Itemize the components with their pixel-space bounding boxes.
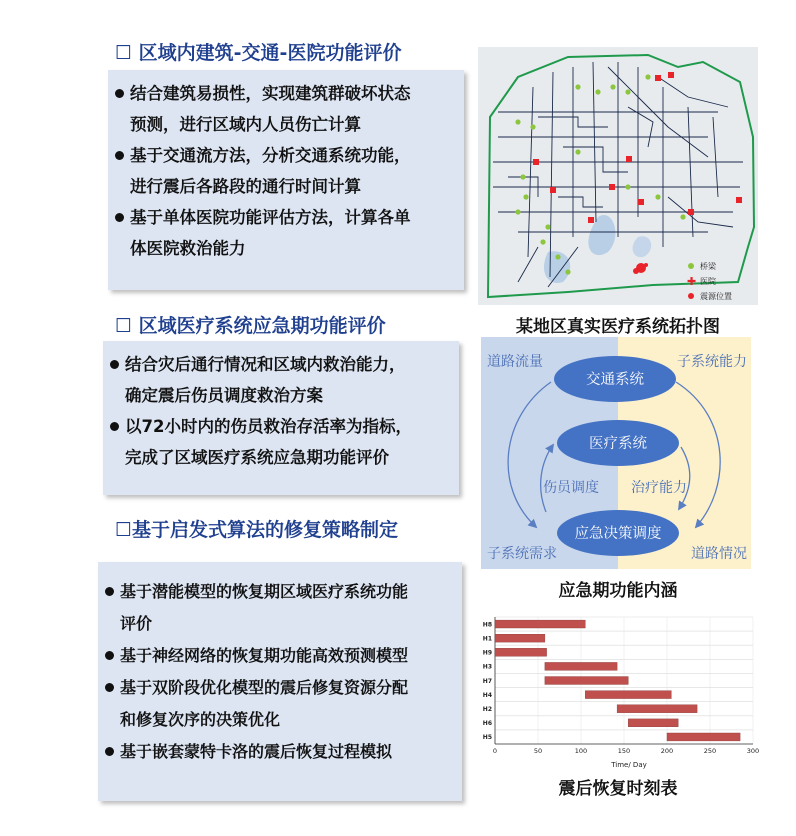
- gantt-bar: [495, 648, 547, 656]
- label-subsystem-demand: 子系统需求: [487, 546, 557, 562]
- legend-epicenter: 震源位置: [700, 292, 732, 301]
- legend-bridge: 桥梁: [700, 262, 716, 271]
- gantt-task-label: H1: [482, 635, 492, 643]
- label-subsystem-capacity: 子系统能力: [677, 354, 747, 370]
- section1-box: [108, 70, 464, 290]
- gantt-task-label: H6: [482, 720, 492, 728]
- label-road-flow: 道路流量: [487, 354, 543, 370]
- gantt-bar: [545, 677, 628, 685]
- bullet-dot-icon: [105, 651, 114, 660]
- diagram-svg: [481, 337, 751, 569]
- bullet-dot-icon: [105, 747, 114, 756]
- bullet-dot-icon: [115, 89, 124, 98]
- node-medical-system: 医疗系统: [589, 436, 647, 452]
- checkbox-square-icon: ☐: [115, 315, 133, 337]
- list-item: 基于嵌套蒙特卡洛的震后恢复过程模拟: [102, 736, 462, 768]
- gantt-svg: [476, 611, 766, 771]
- list-item: 基于双阶段优化模型的震后修复资源分配 和修复次序的决策优化: [102, 672, 462, 736]
- gantt-task-label: H2: [482, 706, 492, 714]
- gantt-bar: [667, 733, 740, 741]
- network-map: [478, 47, 758, 305]
- checkbox-square-icon: ☐: [115, 42, 133, 64]
- section1-heading: ☐ 区域内建筑-交通-医院功能评价: [115, 42, 402, 64]
- label-road-condition: 道路情况: [691, 546, 747, 562]
- section2-bullets: [103, 349, 459, 473]
- bullet-dot-icon: [115, 213, 124, 222]
- gantt-bar: [495, 634, 545, 642]
- network-map-svg: [478, 47, 758, 305]
- gantt-xtick-label: 250: [703, 747, 717, 755]
- bullet-dot-icon: [110, 422, 119, 431]
- bullet-dot-icon: [115, 151, 124, 160]
- section1-bullets: [108, 78, 464, 264]
- list-item: 基于神经网络的恢复期功能高效预测模型: [102, 640, 462, 672]
- diagram-caption: 应急期功能内涵: [558, 581, 678, 601]
- node-traffic-system: 交通系统: [586, 372, 644, 388]
- section2-heading: ☐ 区域医疗系统应急期功能评价: [115, 315, 386, 337]
- gantt-xtick-label: 100: [574, 747, 588, 755]
- bullet-dot-icon: [105, 587, 114, 596]
- label-treatment-capacity: 治疗能力: [631, 480, 687, 496]
- gantt-xlabel: Time/ Day: [611, 761, 647, 769]
- gantt-xtick-label: 200: [660, 747, 674, 755]
- gantt-bar: [545, 662, 617, 670]
- svg-text:✚: ✚: [687, 275, 697, 288]
- bullet-dot-icon: [105, 683, 114, 692]
- recovery-schedule-chart: [476, 611, 766, 771]
- gantt-xtick-label: 0: [492, 747, 498, 755]
- gantt-task-label: H3: [482, 663, 492, 671]
- checkbox-square-icon: ☐: [115, 519, 133, 541]
- gantt-bar: [495, 620, 585, 628]
- map-caption: 某地区真实医疗系统拓扑图: [516, 317, 720, 337]
- gantt-bar: [628, 719, 678, 727]
- section3-heading: ☐基于启发式算法的修复策略制定: [115, 519, 399, 541]
- gantt-task-label: H8: [482, 621, 492, 629]
- list-item: 基于交通流方法，分析交通系统功能， 进行震后各路段的通行时间计算: [112, 140, 464, 202]
- node-emergency-dispatch: 应急决策调度: [574, 526, 662, 542]
- section2-box: [103, 341, 459, 495]
- gantt-xtick-label: 50: [533, 747, 543, 755]
- section3-bullets: [98, 576, 462, 768]
- gantt-task-label: H9: [482, 649, 492, 657]
- list-item: 基于单体医院功能评估方法，计算各单 体医院救治能力: [112, 202, 464, 264]
- emergency-function-diagram: [481, 337, 751, 569]
- gantt-task-label: H5: [482, 734, 492, 742]
- gantt-task-label: H7: [482, 677, 492, 685]
- list-item: 基于潜能模型的恢复期区域医疗系统功能 评价: [102, 576, 462, 640]
- gantt-bar: [617, 705, 697, 713]
- gantt-xtick-label: 150: [617, 747, 631, 755]
- list-item: 结合建筑易损性，实现建筑群破坏状态 预测，进行区域内人员伤亡计算: [112, 78, 464, 140]
- gantt-xtick-label: 300: [746, 747, 760, 755]
- gantt-bar: [585, 691, 671, 699]
- legend-hospital: 医院: [700, 277, 716, 286]
- section3-box: [98, 562, 462, 801]
- list-item: 以72小时内的伤员救治存活率为指标， 完成了区域医疗系统应急期功能评价: [107, 411, 459, 473]
- label-casualty-dispatch: 伤员调度: [543, 480, 599, 496]
- bullet-dot-icon: [110, 360, 119, 369]
- gantt-caption: 震后恢复时刻表: [558, 779, 678, 799]
- list-item: 结合灾后通行情况和区域内救治能力， 确定震后伤员调度救治方案: [107, 349, 459, 411]
- gantt-task-label: H4: [482, 691, 492, 699]
